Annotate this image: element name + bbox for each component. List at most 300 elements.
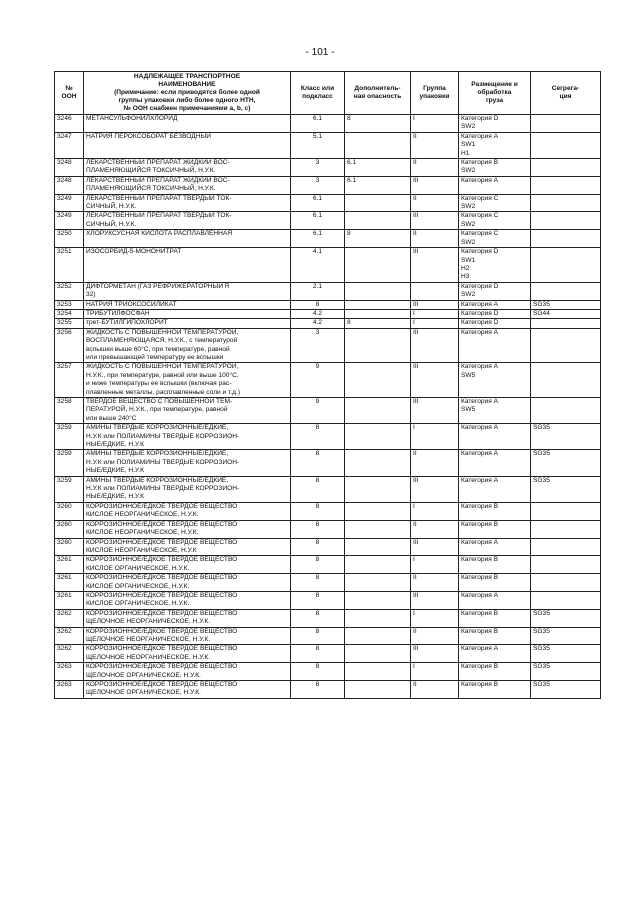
subsidiary-risk-cell bbox=[345, 627, 411, 645]
segregation-cell: SG35 bbox=[531, 627, 601, 645]
cell-line: КИСЛОЕ ОРГАНИЧЕСКОЕ, Н.У.К. bbox=[86, 600, 190, 608]
packing-group-cell: III bbox=[411, 363, 459, 398]
subsidiary-risk-cell bbox=[345, 663, 411, 681]
cell-line: 32) bbox=[86, 291, 96, 299]
un-number-cell: 3262 bbox=[55, 627, 84, 645]
cell-line: КОРРОЗИОННОЕ/ЕДКОЕ ТВЕРДОЕ ВЕЩЕСТВО bbox=[86, 574, 238, 582]
segregation-cell: SG35 bbox=[531, 645, 601, 663]
segregation-cell bbox=[531, 319, 601, 328]
un-number-cell: 3255 bbox=[55, 319, 84, 328]
table-body bbox=[55, 115, 601, 699]
subsidiary-risk-cell bbox=[345, 300, 411, 309]
stowage-cell bbox=[459, 538, 531, 556]
segregation-cell bbox=[531, 398, 601, 424]
subsidiary-risk-cell bbox=[345, 520, 411, 538]
subsidiary-risk-cell bbox=[345, 398, 411, 424]
shipping-name-cell bbox=[84, 520, 291, 538]
class-cell: 3 bbox=[291, 159, 345, 177]
shipping-name-cell bbox=[84, 115, 291, 133]
un-number-cell: 3262 bbox=[55, 645, 84, 663]
stowage-cell bbox=[459, 319, 531, 328]
page-number: - 101 - bbox=[305, 47, 335, 58]
table-row bbox=[55, 194, 601, 212]
cell-line: СИЧНЫЙ, Н.У.К. bbox=[86, 220, 137, 228]
table-row bbox=[55, 328, 601, 363]
cell-line: КОРРОЗИОННОЕ/ЕДКОЕ ТВЕРДОЕ ВЕЩЕСТВО bbox=[86, 645, 238, 653]
un-number-cell: 3262 bbox=[55, 609, 84, 627]
table-row bbox=[55, 309, 601, 318]
cell-line: Категория A bbox=[461, 363, 499, 371]
cell-line: Категория A bbox=[461, 176, 499, 184]
shipping-name-cell bbox=[84, 159, 291, 177]
subsidiary-risk-cell bbox=[345, 424, 411, 450]
shipping-name-cell bbox=[84, 663, 291, 681]
packing-group-cell: II bbox=[411, 132, 459, 158]
segregation-cell: SG35 bbox=[531, 609, 601, 627]
class-cell: 8 bbox=[291, 663, 345, 681]
stowage-cell bbox=[459, 248, 531, 283]
cell-line: SW2 bbox=[461, 291, 476, 299]
un-number-cell: 3261 bbox=[55, 591, 84, 609]
cell-line: ЛЕКАРСТВЕННЫЙ ПРЕПАРАТ ТВЕРДЫЙ ТОК- bbox=[86, 194, 232, 202]
un-number-cell: 3248 bbox=[55, 159, 84, 177]
cell-line: НЫЕ/ЕДКИЕ, Н.У.К bbox=[86, 441, 144, 449]
stowage-cell bbox=[459, 328, 531, 363]
stowage-cell bbox=[459, 398, 531, 424]
packing-group-cell: III bbox=[411, 591, 459, 609]
packing-group-cell: I bbox=[411, 319, 459, 328]
segregation-cell bbox=[531, 591, 601, 609]
cell-line: АМИНЫ ТВЕРДЫЕ КОРРОЗИОННЫЕ/ЕДКИЕ, bbox=[86, 424, 229, 432]
dangerous-goods-table bbox=[54, 71, 601, 699]
stowage-cell bbox=[459, 363, 531, 398]
cell-line: Категория A bbox=[461, 424, 499, 432]
table-row bbox=[55, 176, 601, 194]
stowage-cell bbox=[459, 300, 531, 309]
segregation-cell bbox=[531, 520, 601, 538]
cell-line: Категория B bbox=[461, 574, 499, 582]
segregation-cell bbox=[531, 230, 601, 248]
cell-line: НАТРИЯ ПЕРОКСОБОРАТ БЕЗВОДНЫЙ bbox=[86, 132, 212, 140]
un-number-cell: 3263 bbox=[55, 663, 84, 681]
shipping-name-cell bbox=[84, 248, 291, 283]
subsidiary-risk-cell bbox=[345, 556, 411, 574]
segregation-cell bbox=[531, 248, 601, 283]
un-number-cell: 3249 bbox=[55, 212, 84, 230]
packing-group-cell: III bbox=[411, 300, 459, 309]
un-number-cell: 3253 bbox=[55, 300, 84, 309]
cell-line: Категория A bbox=[461, 398, 499, 405]
table-row bbox=[55, 363, 601, 398]
subsidiary-risk-cell bbox=[345, 212, 411, 230]
class-cell: 8 bbox=[291, 450, 345, 476]
cell-line: ПЛАМЕНЯЮЩИЙСЯ ТОКСИЧНЫЙ, Н.У.К. bbox=[86, 185, 216, 193]
header-class bbox=[291, 72, 345, 115]
stowage-cell bbox=[459, 159, 531, 177]
segregation-cell bbox=[531, 212, 601, 230]
cell-line: упаковки bbox=[419, 93, 450, 100]
packing-group-cell: II bbox=[411, 194, 459, 212]
cell-line: Н.У.К или ПОЛИАМИНЫ ТВЕРДЫЕ КОРРОЗИОН- bbox=[86, 485, 240, 493]
subsidiary-risk-cell bbox=[345, 363, 411, 398]
shipping-name-cell bbox=[84, 424, 291, 450]
segregation-cell: SG35 bbox=[531, 681, 601, 699]
cell-line: Категория C bbox=[461, 212, 499, 220]
packing-group-cell: II bbox=[411, 159, 459, 177]
shipping-name-cell bbox=[84, 176, 291, 194]
packing-group-cell: II bbox=[411, 230, 459, 248]
segregation-cell bbox=[531, 115, 601, 133]
stowage-cell bbox=[459, 502, 531, 520]
cell-line: SW5 bbox=[461, 371, 476, 379]
class-cell: 8 bbox=[291, 681, 345, 699]
subsidiary-risk-cell bbox=[345, 538, 411, 556]
header-stowage-handling bbox=[459, 72, 531, 115]
header-proper-shipping-name bbox=[84, 72, 291, 115]
table-row bbox=[55, 476, 601, 502]
class-cell: 8 bbox=[291, 645, 345, 663]
packing-group-cell: III bbox=[411, 212, 459, 230]
cell-line: H2 bbox=[461, 264, 470, 272]
cell-line: Категория A bbox=[461, 476, 499, 484]
cell-line: Размещение и bbox=[471, 81, 518, 88]
cell-line: МЕТАНСУЛЬФОНИЛХЛОРИД bbox=[86, 115, 178, 122]
cell-line: SW2 bbox=[461, 220, 476, 228]
cell-line: Категория B bbox=[461, 159, 499, 167]
cell-line: НАТРИЯ ТРИОКСОСИЛИКАТ bbox=[86, 300, 177, 308]
subsidiary-risk-cell: 6.1 bbox=[345, 176, 411, 194]
segregation-cell bbox=[531, 556, 601, 574]
segregation-cell bbox=[531, 502, 601, 520]
cell-line: КИСЛОЕ НЕОРГАНИЧЕСКОЕ, Н.У.К. bbox=[86, 511, 199, 519]
packing-group-cell: II bbox=[411, 450, 459, 476]
subsidiary-risk-cell bbox=[345, 645, 411, 663]
cell-line: Н.У.К., при температуре, равной или выше 100°C, bbox=[86, 371, 239, 379]
table-row bbox=[55, 212, 601, 230]
class-cell: 6.1 bbox=[291, 212, 345, 230]
un-number-cell: 3246 bbox=[55, 115, 84, 133]
cell-line: КИСЛОЕ НЕОРГАНИЧЕСКОЕ, Н.У.К bbox=[86, 546, 197, 554]
cell-line: (Примечание: если приводятся более одной bbox=[114, 89, 260, 96]
cell-line: ХЛОРУКСУСНАЯ КИСЛОТА РАСПЛАВЛЕННАЯ bbox=[86, 230, 233, 238]
header-segregation bbox=[531, 72, 601, 115]
stowage-cell bbox=[459, 681, 531, 699]
shipping-name-cell bbox=[84, 309, 291, 318]
table-row bbox=[55, 115, 601, 133]
packing-group-cell: I bbox=[411, 609, 459, 627]
subsidiary-risk-cell bbox=[345, 476, 411, 502]
un-number-cell: 3256 bbox=[55, 328, 84, 363]
un-number-cell: 3254 bbox=[55, 309, 84, 318]
shipping-name-cell bbox=[84, 609, 291, 627]
packing-group-cell: II bbox=[411, 681, 459, 699]
segregation-cell: SG44 bbox=[531, 309, 601, 318]
segregation-cell bbox=[531, 363, 601, 398]
un-number-cell: 3248 bbox=[55, 176, 84, 194]
cell-line: ЩЕЛОЧНОЕ НЕОРГАНИЧЕСКОЕ, Н.У.К. bbox=[86, 653, 211, 661]
cell-line: Категория D bbox=[461, 115, 499, 122]
shipping-name-cell bbox=[84, 398, 291, 424]
class-cell: 4.1 bbox=[291, 248, 345, 283]
cell-line: КОРРОЗИОННОЕ/ЕДКОЕ ТВЕРДОЕ ВЕЩЕСТВО bbox=[86, 681, 238, 688]
table-row bbox=[55, 398, 601, 424]
table-row bbox=[55, 538, 601, 556]
cell-line: Категория A bbox=[461, 132, 499, 140]
un-number-cell: 3261 bbox=[55, 574, 84, 592]
cell-line: Класс или bbox=[300, 85, 335, 92]
cell-line: Категория D bbox=[461, 282, 499, 290]
cell-line: ВОСПЛАМЕНЯЮЩАЯСЯ, Н.У.К., с температурой bbox=[86, 337, 238, 345]
packing-group-cell: I bbox=[411, 309, 459, 318]
table-row bbox=[55, 300, 601, 309]
stowage-cell bbox=[459, 476, 531, 502]
cell-line: трет-БУТИЛГИПОХЛОРИТ bbox=[86, 319, 168, 327]
segregation-cell bbox=[531, 538, 601, 556]
subsidiary-risk-cell bbox=[345, 591, 411, 609]
packing-group-cell bbox=[411, 282, 459, 300]
cell-line: SW2 bbox=[461, 203, 476, 211]
cell-line: ЛЕКАРСТВЕННЫЙ ПРЕПАРАТ ТВЕРДЫЙ ТОК- bbox=[86, 212, 232, 220]
cell-line: Категория B bbox=[461, 627, 499, 635]
stowage-cell bbox=[459, 132, 531, 158]
cell-line: № ООН снабжен примечаниями a, b, c) bbox=[123, 105, 251, 112]
cell-line: ПЕРАТУРОЙ, Н.У.К., при температуре, равной bbox=[86, 406, 228, 414]
table-row bbox=[55, 681, 601, 699]
un-number-cell: 3251 bbox=[55, 248, 84, 283]
segregation-cell: SG35 bbox=[531, 476, 601, 502]
shipping-name-cell bbox=[84, 363, 291, 398]
cell-line: Категория C bbox=[461, 194, 499, 202]
stowage-cell bbox=[459, 309, 531, 318]
cell-line: НАДЛЕЖАЩЕЕ ТРАНСПОРТНОЕ bbox=[133, 73, 241, 80]
subsidiary-risk-cell bbox=[345, 282, 411, 300]
table-row bbox=[55, 591, 601, 609]
stowage-cell bbox=[459, 194, 531, 212]
cell-line: ООН bbox=[61, 93, 77, 100]
cell-line: Категория A bbox=[461, 538, 499, 546]
cell-line: НЫЕ/ЕДКИЕ, Н.У.К bbox=[86, 467, 144, 475]
table-row bbox=[55, 450, 601, 476]
class-cell: 8 bbox=[291, 520, 345, 538]
subsidiary-risk-cell bbox=[345, 609, 411, 627]
un-number-cell: 3261 bbox=[55, 556, 84, 574]
cell-line: АМИНЫ ТВЕРДЫЕ КОРРОЗИОННЫЕ/ЕДКИЕ, bbox=[86, 476, 229, 484]
un-number-cell: 3250 bbox=[55, 230, 84, 248]
cell-line: Дополнитель- bbox=[354, 85, 401, 92]
class-cell: 8 bbox=[291, 627, 345, 645]
cell-line: SW2 bbox=[461, 167, 476, 175]
cell-line: плавленные металлы, расплавленные соли и т.д.) bbox=[86, 388, 241, 396]
subsidiary-risk-cell bbox=[345, 194, 411, 212]
class-cell: 6.1 bbox=[291, 194, 345, 212]
shipping-name-cell bbox=[84, 502, 291, 520]
stowage-cell bbox=[459, 450, 531, 476]
cell-line: КОРРОЗИОННОЕ/ЕДКОЕ ТВЕРДОЕ ВЕЩЕСТВО bbox=[86, 591, 238, 599]
class-cell: 5.1 bbox=[291, 132, 345, 158]
packing-group-cell: I bbox=[411, 424, 459, 450]
shipping-name-cell bbox=[84, 627, 291, 645]
table-row bbox=[55, 319, 601, 328]
shipping-name-cell bbox=[84, 300, 291, 309]
table-row bbox=[55, 424, 601, 450]
cell-line: КОРРОЗИОННОЕ/ЕДКОЕ ТВЕРДОЕ ВЕЩЕСТВО bbox=[86, 520, 238, 528]
packing-group-cell: I bbox=[411, 663, 459, 681]
cell-line: № bbox=[65, 85, 73, 92]
cell-line: ЛЕКАРСТВЕННЫЙ ПРЕПАРАТ ЖИДКИЙ ВОС- bbox=[86, 176, 230, 184]
class-cell: 8 bbox=[291, 609, 345, 627]
cell-line: ЩЕЛОЧНОЕ ОРГАНИЧЕСКОЕ, Н.У.К. bbox=[86, 689, 201, 697]
table-row bbox=[55, 282, 601, 300]
class-cell: 8 bbox=[291, 476, 345, 502]
subsidiary-risk-cell bbox=[345, 248, 411, 283]
subsidiary-risk-cell: 8 bbox=[345, 230, 411, 248]
stowage-cell bbox=[459, 424, 531, 450]
segregation-cell bbox=[531, 176, 601, 194]
segregation-cell bbox=[531, 159, 601, 177]
cell-line: Категория D bbox=[461, 309, 499, 317]
cell-line: КОРРОЗИОННОЕ/ЕДКОЕ ТВЕРДОЕ ВЕЩЕСТВО bbox=[86, 663, 238, 671]
segregation-cell bbox=[531, 328, 601, 363]
stowage-cell bbox=[459, 520, 531, 538]
stowage-cell bbox=[459, 609, 531, 627]
subsidiary-risk-cell: 6.1 bbox=[345, 159, 411, 177]
class-cell: 8 bbox=[291, 538, 345, 556]
segregation-cell: SG35 bbox=[531, 300, 601, 309]
class-cell: 8 bbox=[291, 300, 345, 309]
stowage-cell bbox=[459, 176, 531, 194]
un-number-cell: 3260 bbox=[55, 538, 84, 556]
table-row bbox=[55, 502, 601, 520]
stowage-cell bbox=[459, 591, 531, 609]
table-header-row bbox=[55, 72, 601, 115]
cell-line: ция bbox=[559, 93, 572, 100]
table-row bbox=[55, 609, 601, 627]
cell-line: Категория A bbox=[461, 328, 499, 336]
class-cell: 9 bbox=[291, 398, 345, 424]
subsidiary-risk-cell bbox=[345, 132, 411, 158]
shipping-name-cell bbox=[84, 591, 291, 609]
stowage-cell bbox=[459, 574, 531, 592]
cell-line: H3 bbox=[461, 273, 470, 281]
class-cell: 4.2 bbox=[291, 319, 345, 328]
cell-line: ная опасность bbox=[353, 93, 402, 100]
class-cell: 4.2 bbox=[291, 309, 345, 318]
cell-line: ЛЕКАРСТВЕННЫЙ ПРЕПАРАТ ЖИДКИЙ ВОС- bbox=[86, 159, 230, 167]
subsidiary-risk-cell bbox=[345, 328, 411, 363]
cell-line: ИЗОСОРБИД-5-МОНОНИТРАТ bbox=[86, 248, 182, 256]
cell-line: ЩЕЛОЧНОЕ НЕОРГАНИЧЕСКОЕ, Н.У.К. bbox=[86, 635, 211, 643]
cell-line: Категория D bbox=[461, 248, 499, 256]
segregation-cell bbox=[531, 574, 601, 592]
packing-group-cell: I bbox=[411, 115, 459, 133]
cell-line: SW2 bbox=[461, 238, 476, 246]
subsidiary-risk-cell bbox=[345, 574, 411, 592]
table-row bbox=[55, 159, 601, 177]
un-number-cell: 3259 bbox=[55, 424, 84, 450]
packing-group-cell: II bbox=[411, 520, 459, 538]
packing-group-cell: III bbox=[411, 328, 459, 363]
shipping-name-cell bbox=[84, 681, 291, 699]
cell-line: АМИНЫ ТВЕРДЫЕ КОРРОЗИОННЫЕ/ЕДКИЕ, bbox=[86, 450, 229, 458]
class-cell: 9 bbox=[291, 363, 345, 398]
table-row bbox=[55, 132, 601, 158]
cell-line: ТВЕРДОЕ ВЕЩЕСТВО С ПОВЫШЕННОЙ ТЕМ- bbox=[86, 398, 233, 405]
table-row bbox=[55, 627, 601, 645]
cell-line: КИСЛОЕ ОРГАНИЧЕСКОЕ, Н.У.К. bbox=[86, 564, 190, 572]
stowage-cell bbox=[459, 230, 531, 248]
stowage-cell bbox=[459, 115, 531, 133]
cell-line: обработка bbox=[477, 89, 512, 96]
un-number-cell: 3247 bbox=[55, 132, 84, 158]
class-cell: 6.1 bbox=[291, 230, 345, 248]
subsidiary-risk-cell bbox=[345, 450, 411, 476]
un-number-cell: 3249 bbox=[55, 194, 84, 212]
cell-line: груза bbox=[485, 97, 504, 104]
cell-line: H1 bbox=[461, 149, 470, 157]
cell-line: СИЧНЫЙ, Н.У.К. bbox=[86, 203, 137, 211]
cell-line: и ниже температуры ее вспышки (включая рас- bbox=[86, 380, 232, 388]
cell-line: НЫЕ/ЕДКИЕ, Н.У.К bbox=[86, 493, 144, 501]
cell-line: Категория B bbox=[461, 663, 499, 671]
cell-line: SW5 bbox=[461, 406, 476, 414]
class-cell: 8 bbox=[291, 556, 345, 574]
class-cell: 3 bbox=[291, 176, 345, 194]
cell-line: Категория B bbox=[461, 556, 499, 564]
class-cell: 3 bbox=[291, 328, 345, 363]
stowage-cell bbox=[459, 645, 531, 663]
shipping-name-cell bbox=[84, 194, 291, 212]
cell-line: ЖИДКОСТЬ С ПОВЫШЕННОЙ ТЕМПЕРАТУРОЙ, bbox=[86, 363, 239, 371]
header-subsidiary-risk bbox=[345, 72, 411, 115]
shipping-name-cell bbox=[84, 538, 291, 556]
packing-group-cell: III bbox=[411, 176, 459, 194]
un-number-cell: 3258 bbox=[55, 398, 84, 424]
cell-line: или превышающей температуру ее вспышки bbox=[86, 353, 224, 361]
packing-group-cell: II bbox=[411, 627, 459, 645]
segregation-cell: SG35 bbox=[531, 450, 601, 476]
segregation-cell: SG35 bbox=[531, 424, 601, 450]
cell-line: КИСЛОЕ НЕОРГАНИЧЕСКОЕ, Н.У.К. bbox=[86, 529, 199, 537]
shipping-name-cell bbox=[84, 645, 291, 663]
stowage-cell bbox=[459, 663, 531, 681]
table-row bbox=[55, 663, 601, 681]
packing-group-cell: II bbox=[411, 574, 459, 592]
cell-line: ЩЕЛОЧНОЕ НЕОРГАНИЧЕСКОЕ, Н.У.К. bbox=[86, 618, 211, 626]
stowage-cell bbox=[459, 212, 531, 230]
un-number-cell: 3259 bbox=[55, 476, 84, 502]
cell-line: Сегрега- bbox=[551, 85, 580, 92]
subsidiary-risk-cell bbox=[345, 309, 411, 318]
un-number-cell: 3257 bbox=[55, 363, 84, 398]
table-row bbox=[55, 230, 601, 248]
segregation-cell bbox=[531, 282, 601, 300]
cell-line: КОРРОЗИОННОЕ/ЕДКОЕ ТВЕРДОЕ ВЕЩЕСТВО bbox=[86, 502, 238, 510]
table-row bbox=[55, 556, 601, 574]
cell-line: ТРИБУТИЛФОСФАН bbox=[86, 309, 150, 317]
shipping-name-cell bbox=[84, 556, 291, 574]
shipping-name-cell bbox=[84, 450, 291, 476]
cell-line: Категория D bbox=[461, 319, 499, 327]
packing-group-cell: III bbox=[411, 538, 459, 556]
cell-line: Категория A bbox=[461, 450, 499, 458]
un-number-cell: 3252 bbox=[55, 282, 84, 300]
table-row bbox=[55, 520, 601, 538]
class-cell: 8 bbox=[291, 424, 345, 450]
class-cell: 8 bbox=[291, 591, 345, 609]
class-cell: 6.1 bbox=[291, 115, 345, 133]
cell-line: КОРРОЗИОННОЕ/ЕДКОЕ ТВЕРДОЕ ВЕЩЕСТВО bbox=[86, 627, 238, 635]
subsidiary-risk-cell bbox=[345, 681, 411, 699]
